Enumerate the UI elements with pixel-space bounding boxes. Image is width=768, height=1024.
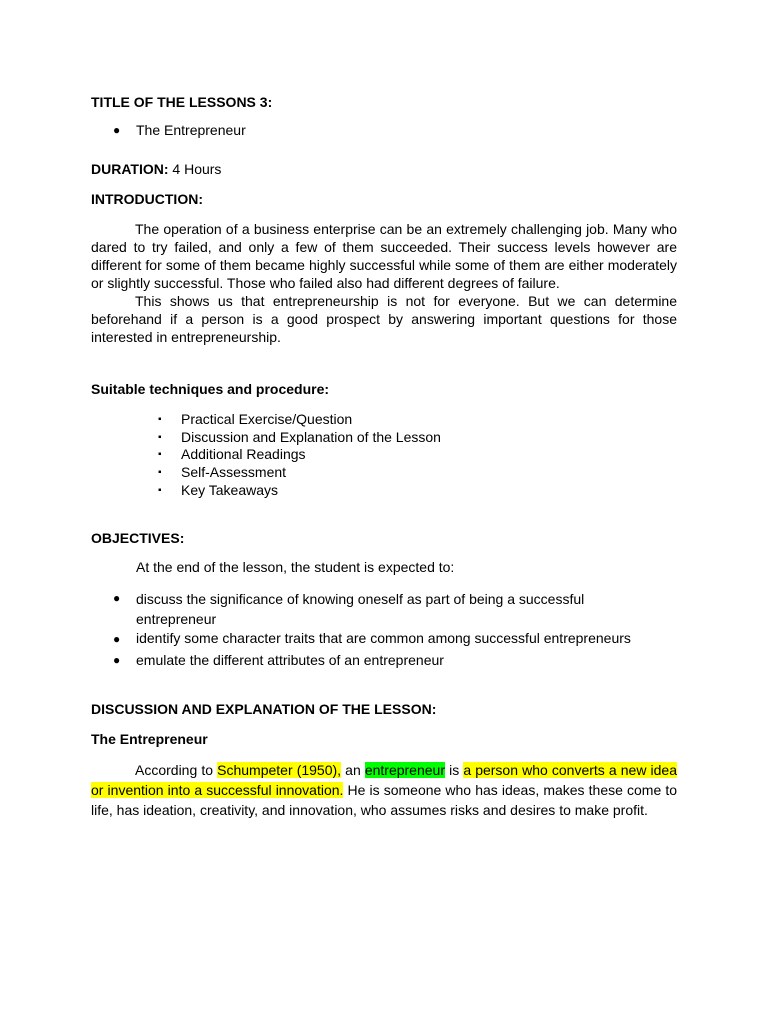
highlight-citation: Schumpeter (1950), xyxy=(217,762,342,778)
objectives-heading: OBJECTIVES: xyxy=(91,530,185,546)
introduction-paragraph-1: The operation of a business enterprise can be an extremely challenging job. Many who dared to try failed, and only a few of them succeeded. Their success levels however are different for some of them became highly successful while some of them are either moderately or slightly successful. Those who failed also had different degrees of failure. xyxy=(91,221,677,291)
technique-item: Discussion and Explanation of the Lesson xyxy=(181,429,441,445)
technique-item: Additional Readings xyxy=(181,446,306,462)
highlight-term: entrepreneur xyxy=(364,762,445,778)
duration-value: 4 Hours xyxy=(168,161,222,177)
square-bullet-icon: ▪ xyxy=(158,449,162,460)
technique-item: Key Takeaways xyxy=(181,482,279,498)
bullet-dot-icon: ● xyxy=(113,123,121,137)
lesson-title-item: The Entrepreneur xyxy=(136,122,246,138)
technique-item: Practical Exercise/Question xyxy=(181,411,353,427)
objectives-intro: At the end of the lesson, the student is expected to: xyxy=(136,559,455,575)
discussion-subheading: The Entrepreneur xyxy=(91,731,208,747)
techniques-heading: Suitable techniques and procedure: xyxy=(91,381,330,397)
bullet-dot-icon: ● xyxy=(113,632,121,646)
square-bullet-icon: ▪ xyxy=(158,485,162,496)
square-bullet-icon: ▪ xyxy=(158,467,162,478)
text-run: is xyxy=(445,762,464,778)
objective-item: identify some character traits that are common among successful entrepreneurs xyxy=(136,630,631,646)
square-bullet-icon: ▪ xyxy=(158,432,162,443)
square-bullet-icon: ▪ xyxy=(158,414,162,425)
bullet-dot-icon: ● xyxy=(113,591,121,605)
technique-item: Self-Assessment xyxy=(181,464,287,480)
text-run: He is someone who has ideas, makes these come to life, has ideation, creativity, and innovation, who assumes risks and desires to make profit. xyxy=(91,782,677,818)
duration-line xyxy=(91,161,221,177)
introduction-body xyxy=(91,220,677,346)
bullet-dot-icon: ● xyxy=(113,653,121,667)
highlight-definition: a person who converts a new idea or invention into a successful innovation. xyxy=(91,762,677,798)
lesson-title-heading: TITLE OF THE LESSONS 3: xyxy=(91,94,273,110)
text-run: an xyxy=(341,762,365,778)
objective-item: discuss the significance of knowing oneself as part of being a successful entrepreneur xyxy=(136,591,585,627)
objective-item: emulate the different attributes of an entrepreneur xyxy=(136,652,444,668)
text-run: According to xyxy=(135,762,218,778)
discussion-heading: DISCUSSION AND EXPLANATION OF THE LESSON: xyxy=(91,701,437,717)
duration-label: DURATION: xyxy=(91,161,169,177)
discussion-paragraph-text xyxy=(91,760,677,820)
discussion-paragraph xyxy=(91,760,677,820)
introduction-paragraph-2: This shows us that entrepreneurship is not for everyone. But we can determine beforehand if a person is a good prospect by answering important questions for those interested in entrepreneurship. xyxy=(91,293,677,345)
introduction-heading: INTRODUCTION: xyxy=(91,191,203,207)
